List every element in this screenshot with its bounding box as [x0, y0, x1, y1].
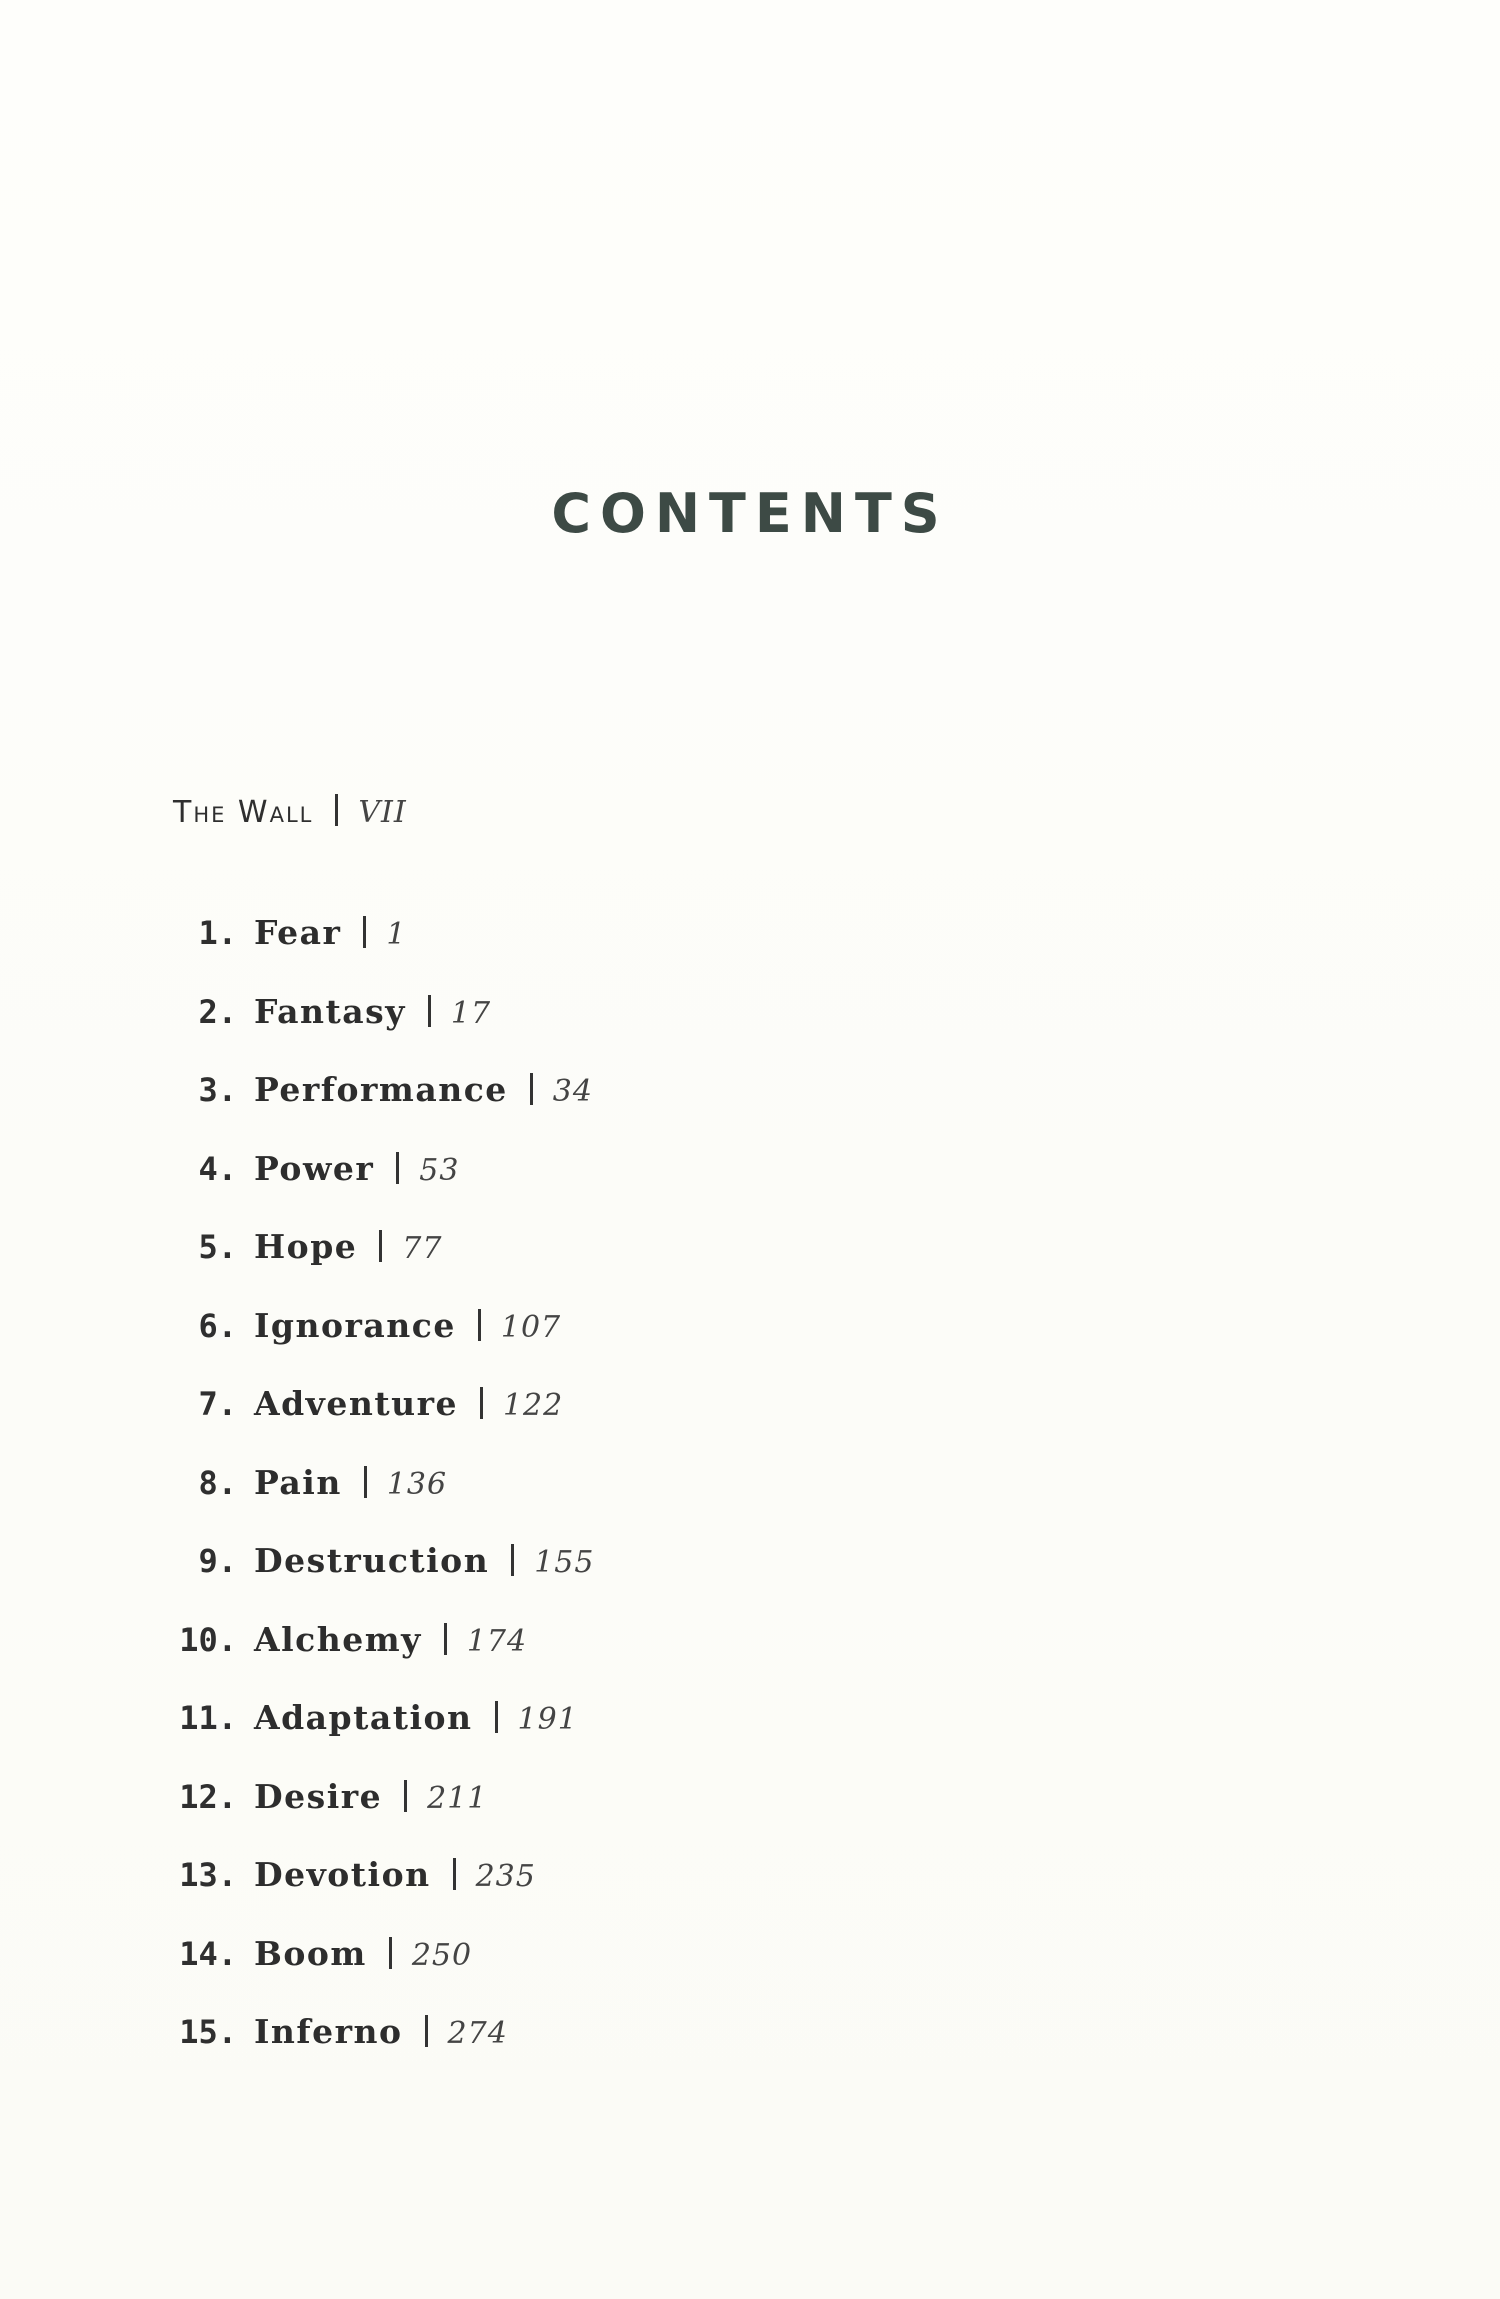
chapter-page-number: 34 — [552, 1074, 593, 1109]
separator-bar — [444, 1623, 447, 1655]
separator-bar — [335, 794, 338, 826]
separator-bar — [428, 995, 431, 1027]
prelim-page-number: VII — [358, 795, 407, 830]
chapter-number: 7. — [198, 1385, 237, 1423]
chapter-title: Inferno — [254, 2012, 403, 2051]
chapter-page-number: 191 — [517, 1702, 578, 1737]
toc-entry — [0, 1619, 1500, 1698]
chapter-number: 11. — [179, 1699, 237, 1737]
page-title: CONTENTS — [551, 482, 949, 545]
chapter-title: Alchemy — [254, 1619, 422, 1659]
chapter-number: 9. — [198, 1542, 237, 1580]
chapter-number: 15. — [179, 2013, 237, 2051]
separator-bar — [478, 1309, 481, 1341]
chapter-number: 8. — [198, 1463, 237, 1502]
chapter-number: 10. — [179, 1620, 237, 1659]
toc-entry — [0, 1148, 1500, 1227]
separator-bar — [379, 1230, 382, 1262]
chapter-title: Hope — [254, 1227, 358, 1266]
chapter-page-number: 107 — [500, 1309, 562, 1345]
chapter-page-number: 136 — [386, 1466, 448, 1502]
chapter-page-number: 274 — [447, 2016, 508, 2051]
chapter-number: 6. — [198, 1306, 237, 1345]
chapter-number: 5. — [198, 1228, 237, 1266]
toc-entry — [0, 912, 1500, 991]
separator-bar — [511, 1544, 514, 1576]
chapter-number: 2. — [198, 992, 237, 1031]
chapter-number: 4. — [198, 1149, 237, 1188]
chapter-number: 12. — [179, 1777, 237, 1816]
chapter-title: Adaptation — [254, 1698, 473, 1737]
toc-entry — [0, 1305, 1500, 1384]
chapter-title: Power — [254, 1148, 375, 1188]
toc-entry — [0, 1697, 1500, 1776]
separator-bar — [404, 1780, 407, 1812]
chapter-title: Destruction — [254, 1541, 490, 1580]
chapter-title: Ignorance — [254, 1305, 456, 1345]
chapter-title: Adventure — [254, 1384, 458, 1423]
toc-entry — [0, 1776, 1500, 1855]
toc-entry — [0, 1226, 1500, 1305]
separator-bar — [495, 1701, 498, 1733]
separator-bar — [389, 1937, 392, 1969]
toc-entry — [0, 1933, 1500, 2012]
chapter-title: Desire — [254, 1776, 383, 1816]
separator-bar — [364, 1466, 367, 1498]
chapter-title: Fear — [254, 913, 342, 952]
chapter-title: Fantasy — [254, 991, 406, 1031]
toc-entry — [0, 1462, 1500, 1541]
toc-list — [0, 912, 1500, 2090]
chapter-page-number: 77 — [402, 1231, 443, 1266]
prelim-title: The Wall — [173, 795, 314, 830]
chapter-title: Pain — [254, 1462, 342, 1502]
chapter-page-number: 53 — [419, 1152, 460, 1188]
toc-entry — [0, 1854, 1500, 1933]
toc-entry — [0, 1069, 1500, 1148]
chapter-page-number: 155 — [534, 1545, 595, 1580]
toc-entry — [0, 1383, 1500, 1462]
separator-bar — [530, 1073, 533, 1105]
toc-entry — [0, 1540, 1500, 1619]
separator-bar — [453, 1858, 456, 1890]
chapter-page-number: 1 — [386, 917, 407, 952]
chapter-page-number: 17 — [450, 995, 492, 1031]
chapter-title: Boom — [254, 1933, 367, 1973]
chapter-page-number: 235 — [475, 1859, 536, 1894]
toc-entry — [0, 2011, 1500, 2090]
toc-entry — [0, 991, 1500, 1070]
chapter-page-number: 250 — [411, 1937, 473, 1973]
chapter-number: 3. — [198, 1071, 237, 1109]
chapter-page-number: 211 — [427, 1780, 488, 1816]
chapter-number: 1. — [198, 914, 237, 952]
separator-bar — [396, 1152, 399, 1184]
chapter-number: 13. — [179, 1856, 237, 1894]
chapter-title: Devotion — [254, 1855, 431, 1894]
separator-bar — [363, 916, 366, 948]
separator-bar — [425, 2015, 428, 2047]
toc-entry-prelim — [173, 790, 407, 834]
chapter-page-number: 122 — [502, 1388, 564, 1423]
chapter-number: 14. — [179, 1934, 237, 1973]
chapter-title: Performance — [254, 1070, 508, 1109]
separator-bar — [480, 1387, 483, 1419]
chapter-page-number: 174 — [466, 1623, 528, 1659]
